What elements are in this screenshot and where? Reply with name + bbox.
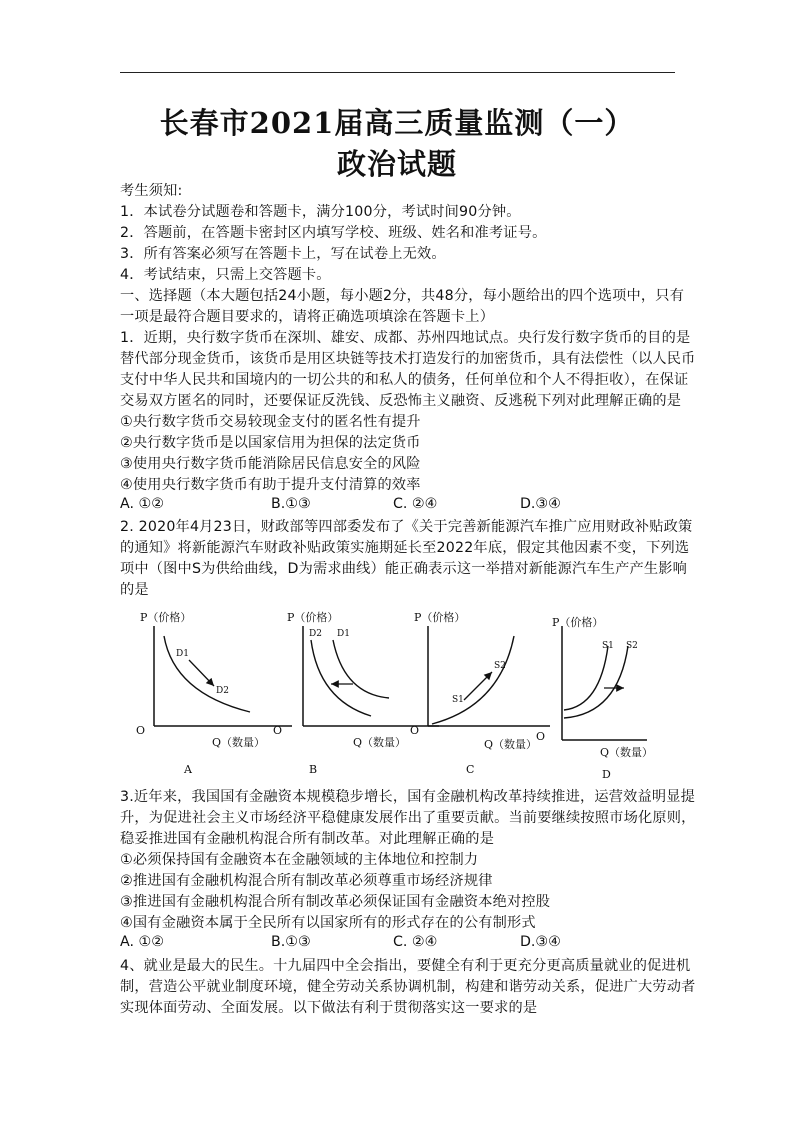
demand-curve <box>311 640 371 716</box>
question-3-text: 3.近年来，我国国有金融资本规模稳步增长，国有金融机构改革持续推进，运营效益明显提 <box>120 789 696 805</box>
curve-label: D1 <box>176 649 189 659</box>
origin-label: O <box>536 730 546 743</box>
notice-item: 3．所有答案必须写在答题卡上，写在试卷上无效。 <box>120 246 446 262</box>
question-3-text: 稳妥推进国有金融机构混合所有制改革。对此理解正确的是 <box>120 831 495 847</box>
curve-label: S2 <box>494 661 506 671</box>
y-axis-label: P（价格） <box>140 611 192 624</box>
curve-label: D2 <box>309 629 322 639</box>
x-axis-label: Q（数量） <box>353 736 407 749</box>
section-instruction: 一、选择题（本大题包括24小题，每小题2分，共48分，每小题给出的四个选项中，只有 <box>120 288 685 304</box>
notice-item: 4．考试结束，只需上交答题卡。 <box>120 267 331 283</box>
curve-label: S1 <box>602 641 614 651</box>
graph-a <box>132 608 302 783</box>
question-1-text: 交易双方匿名的同时，还要保证反洗钱、反恐怖主义融资、反逃税下列对此理解正确的是 <box>120 393 682 409</box>
demand-curve <box>164 636 250 712</box>
curve-label: D1 <box>337 629 350 639</box>
option-a[interactable]: A. ①② <box>120 934 164 950</box>
notice-item: 2．答题前，在答题卡密封区内填写学校、班级、姓名和准考证号。 <box>120 225 547 241</box>
question-3-statement: ④国有金融资本属于全民所有以国家所有的形式存在的公有制形式 <box>120 915 536 931</box>
x-axis-label: Q（数量） <box>484 738 538 751</box>
supply-curve <box>564 646 608 710</box>
notice-heading: 考生须知: <box>120 183 183 199</box>
y-axis-label: P（价格） <box>414 611 466 624</box>
graph-letter: A <box>184 763 192 776</box>
question-4-text: 制，营造公平就业制度环境，健全劳动关系协调机制，构建和谐劳动关系，促进广大劳动者 <box>120 979 696 995</box>
curve-label: D2 <box>216 686 229 696</box>
page-title: 长春市2021届高三质量监测（一） <box>159 106 635 140</box>
option-b[interactable]: B.①③ <box>271 934 311 950</box>
question-1-statement: ①央行数字货币交易较现金支付的匿名性有提升 <box>120 414 421 430</box>
question-1-statement: ③使用央行数字货币能消除居民信息安全的风险 <box>120 456 421 472</box>
curve-label: S2 <box>626 641 638 651</box>
question-4-text: 4、就业是最大的民生。十九届四中全会指出，要健全有利于更充分更高质量就业的促进机 <box>120 958 691 974</box>
option-c[interactable]: C. ②④ <box>393 496 438 512</box>
origin-label: O <box>273 724 283 737</box>
curve-label: S1 <box>452 695 464 705</box>
demand-curve <box>333 640 389 698</box>
question-3-statement: ②推进国有金融机构混合所有制改革必须尊重市场经济规律 <box>120 873 493 889</box>
graph-d <box>536 608 722 783</box>
graph-letter: B <box>309 763 318 776</box>
option-b[interactable]: B.①③ <box>271 496 311 512</box>
graph-letter: C <box>466 763 475 776</box>
origin-label: O <box>410 724 420 737</box>
question-1-statement: ②央行数字货币是以国家信用为担保的法定货币 <box>120 435 421 451</box>
origin-label: O <box>136 724 146 737</box>
question-4-text: 实现体面劳动、全面发展。以下做法有利于贯彻落实这一要求的是 <box>120 1000 538 1016</box>
question-2-text: 的是 <box>120 582 149 598</box>
y-axis-label: P（价格） <box>287 611 339 624</box>
shift-arrow <box>464 672 492 700</box>
question-1-text: 替代部分现金货币，该货币是用区块链等技术打造发行的加密货币，具有法偿性（以人民币 <box>120 351 696 367</box>
x-axis-label: Q（数量） <box>600 746 654 759</box>
x-axis-label: Q（数量） <box>212 736 266 749</box>
question-1-options <box>120 496 680 517</box>
question-1-text: 1．近期，央行数字货币在深圳、雄安、成都、苏州四地试点。央行发行数字货币的目的是 <box>120 330 691 346</box>
page-subtitle: 政治试题 <box>336 147 457 181</box>
question-3-statement: ①必须保持国有金融资本在金融领域的主体地位和控制力 <box>120 852 479 868</box>
question-2-text: 2. 2020年4月23日，财政部等四部委发布了《关于完善新能源汽车推广应用财政补贴政策 <box>120 519 693 535</box>
notice-item: 1．本试卷分试题卷和答题卡，满分100分，考试时间90分钟。 <box>120 204 521 220</box>
section-instruction: 一项是最符合题目要求的，请将正确选项填涂在答题卡上） <box>120 309 495 325</box>
question-1-statement: ④使用央行数字货币有助于提升支付清算的效率 <box>120 477 421 493</box>
top-rule <box>120 72 675 73</box>
question-1-text: 支付中华人民共和国境内的一切公共的和私人的债务，任何单位和个人不得拒收），在保证 <box>120 372 689 388</box>
shift-arrow <box>189 660 214 686</box>
supply-curve <box>432 636 514 724</box>
option-d[interactable]: D.③④ <box>520 496 561 512</box>
option-d[interactable]: D.③④ <box>520 934 561 950</box>
question-3-statement: ③推进国有金融机构混合所有制改革必须保证国有金融资本绝对控股 <box>120 894 551 910</box>
question-2-text: 的通知》将新能源汽车财政补贴政策实施期延长至2022年底，假定其他因素不变，下列选 <box>120 540 690 556</box>
graph-letter: D <box>602 768 611 781</box>
question-3-options <box>120 934 680 955</box>
option-c[interactable]: C. ②④ <box>393 934 438 950</box>
y-axis-label: P（价格） <box>552 616 604 629</box>
question-3-text: 升，为促进社会主义市场经济平稳健康发展作出了重要贡献。当前要继续按照市场化原则， <box>120 810 696 826</box>
question-2-text: 项中（图中S为供给曲线，D为需求曲线）能正确表示这一举措对新能源汽车生产产生影响 <box>120 561 688 577</box>
option-a[interactable]: A. ①② <box>120 496 164 512</box>
